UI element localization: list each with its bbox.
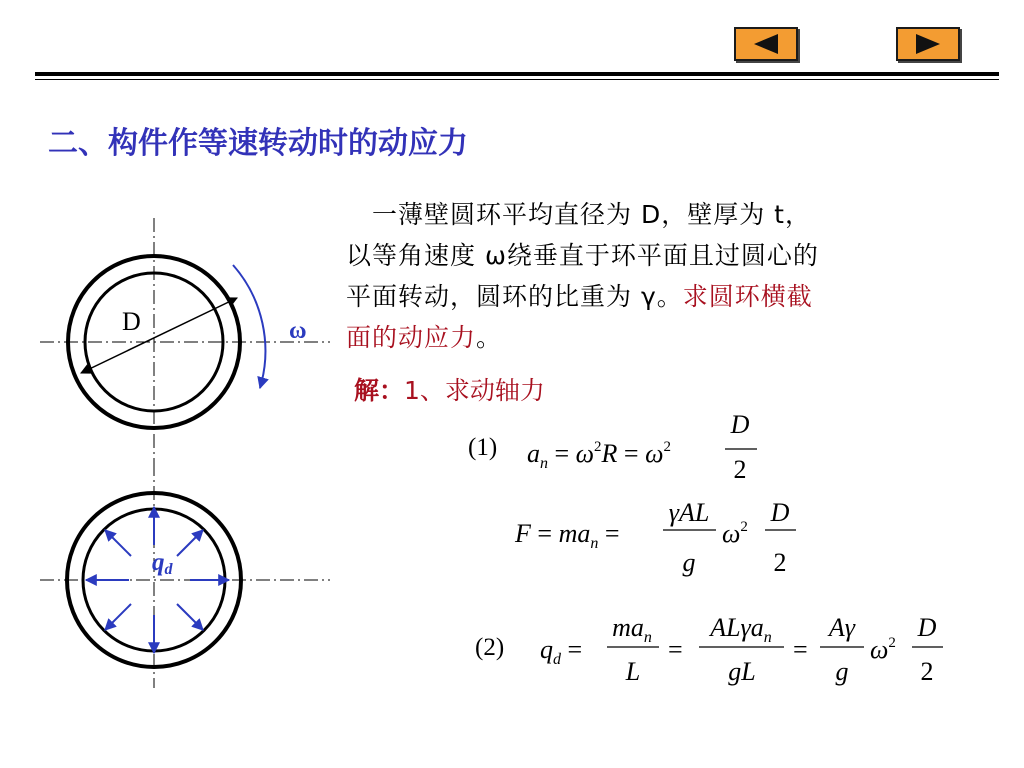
equation-1-tag: (1) xyxy=(468,434,498,461)
equation-2-tag: (2) xyxy=(475,634,505,661)
equation-1-fraction-top: D xyxy=(730,410,750,439)
eq2-frac1-bottom: L xyxy=(625,657,641,686)
equals-sign: = xyxy=(793,635,808,664)
eq2-frac1-top: $ma_n$ xyxy=(612,613,652,646)
load-label-main: q xyxy=(152,549,165,576)
force-fraction-bottom: g xyxy=(682,548,696,577)
eq2-frac2-top: ALγa$_n$ xyxy=(710,613,772,646)
eq2-omega: $\omega^2$ xyxy=(870,635,896,664)
force-equation-body: $F = ma_n$ = xyxy=(515,519,620,552)
slide-title: 二、构件作等速转动时的动应力 xyxy=(48,126,468,161)
solution-label: 解： xyxy=(354,376,405,405)
force-omega: $\omega^2$ xyxy=(722,519,748,548)
equation-1-body: $a_n = \omega^2R = \omega^2$ xyxy=(527,439,671,472)
eq2-frac3-bottom: g xyxy=(835,657,849,686)
force-fraction-top: γAL xyxy=(668,498,710,527)
equation-1-fraction-bottom: 2 xyxy=(733,455,747,484)
eq2-d-bottom: 2 xyxy=(920,657,934,686)
force-d-bottom: 2 xyxy=(773,548,787,577)
eq2-frac2-bottom: gL xyxy=(728,657,756,686)
force-equation xyxy=(514,498,796,577)
problem-line-2: 以等角速度 ω绕垂直于环平面且过圆心的 xyxy=(346,241,819,270)
diameter-label: D xyxy=(122,307,141,336)
solution-step: 1、求动轴力 xyxy=(404,376,545,405)
load-label-sub: d xyxy=(164,561,173,578)
problem-line-3-highlight: 求圆环横截 xyxy=(682,282,813,311)
equation-2 xyxy=(475,613,943,686)
eq2-d-top: D xyxy=(917,613,937,642)
problem-line-4-highlight: 面的动应力 xyxy=(346,323,477,352)
eq2-frac3-top: Aγ xyxy=(828,613,856,642)
problem-line-1: 一薄壁圆环平均直径为 D，壁厚为 t， xyxy=(372,200,811,229)
problem-line-3-text: 平面转动，圆环的比重为 γ。 xyxy=(346,282,683,311)
equals-sign: = xyxy=(668,635,683,664)
problem-line-4-end: 。 xyxy=(476,323,503,352)
equation-1 xyxy=(468,410,757,484)
omega-label: ω xyxy=(289,318,307,344)
force-d-top: D xyxy=(770,498,790,527)
equation-2-lhs: $q_d$ = xyxy=(540,635,583,668)
